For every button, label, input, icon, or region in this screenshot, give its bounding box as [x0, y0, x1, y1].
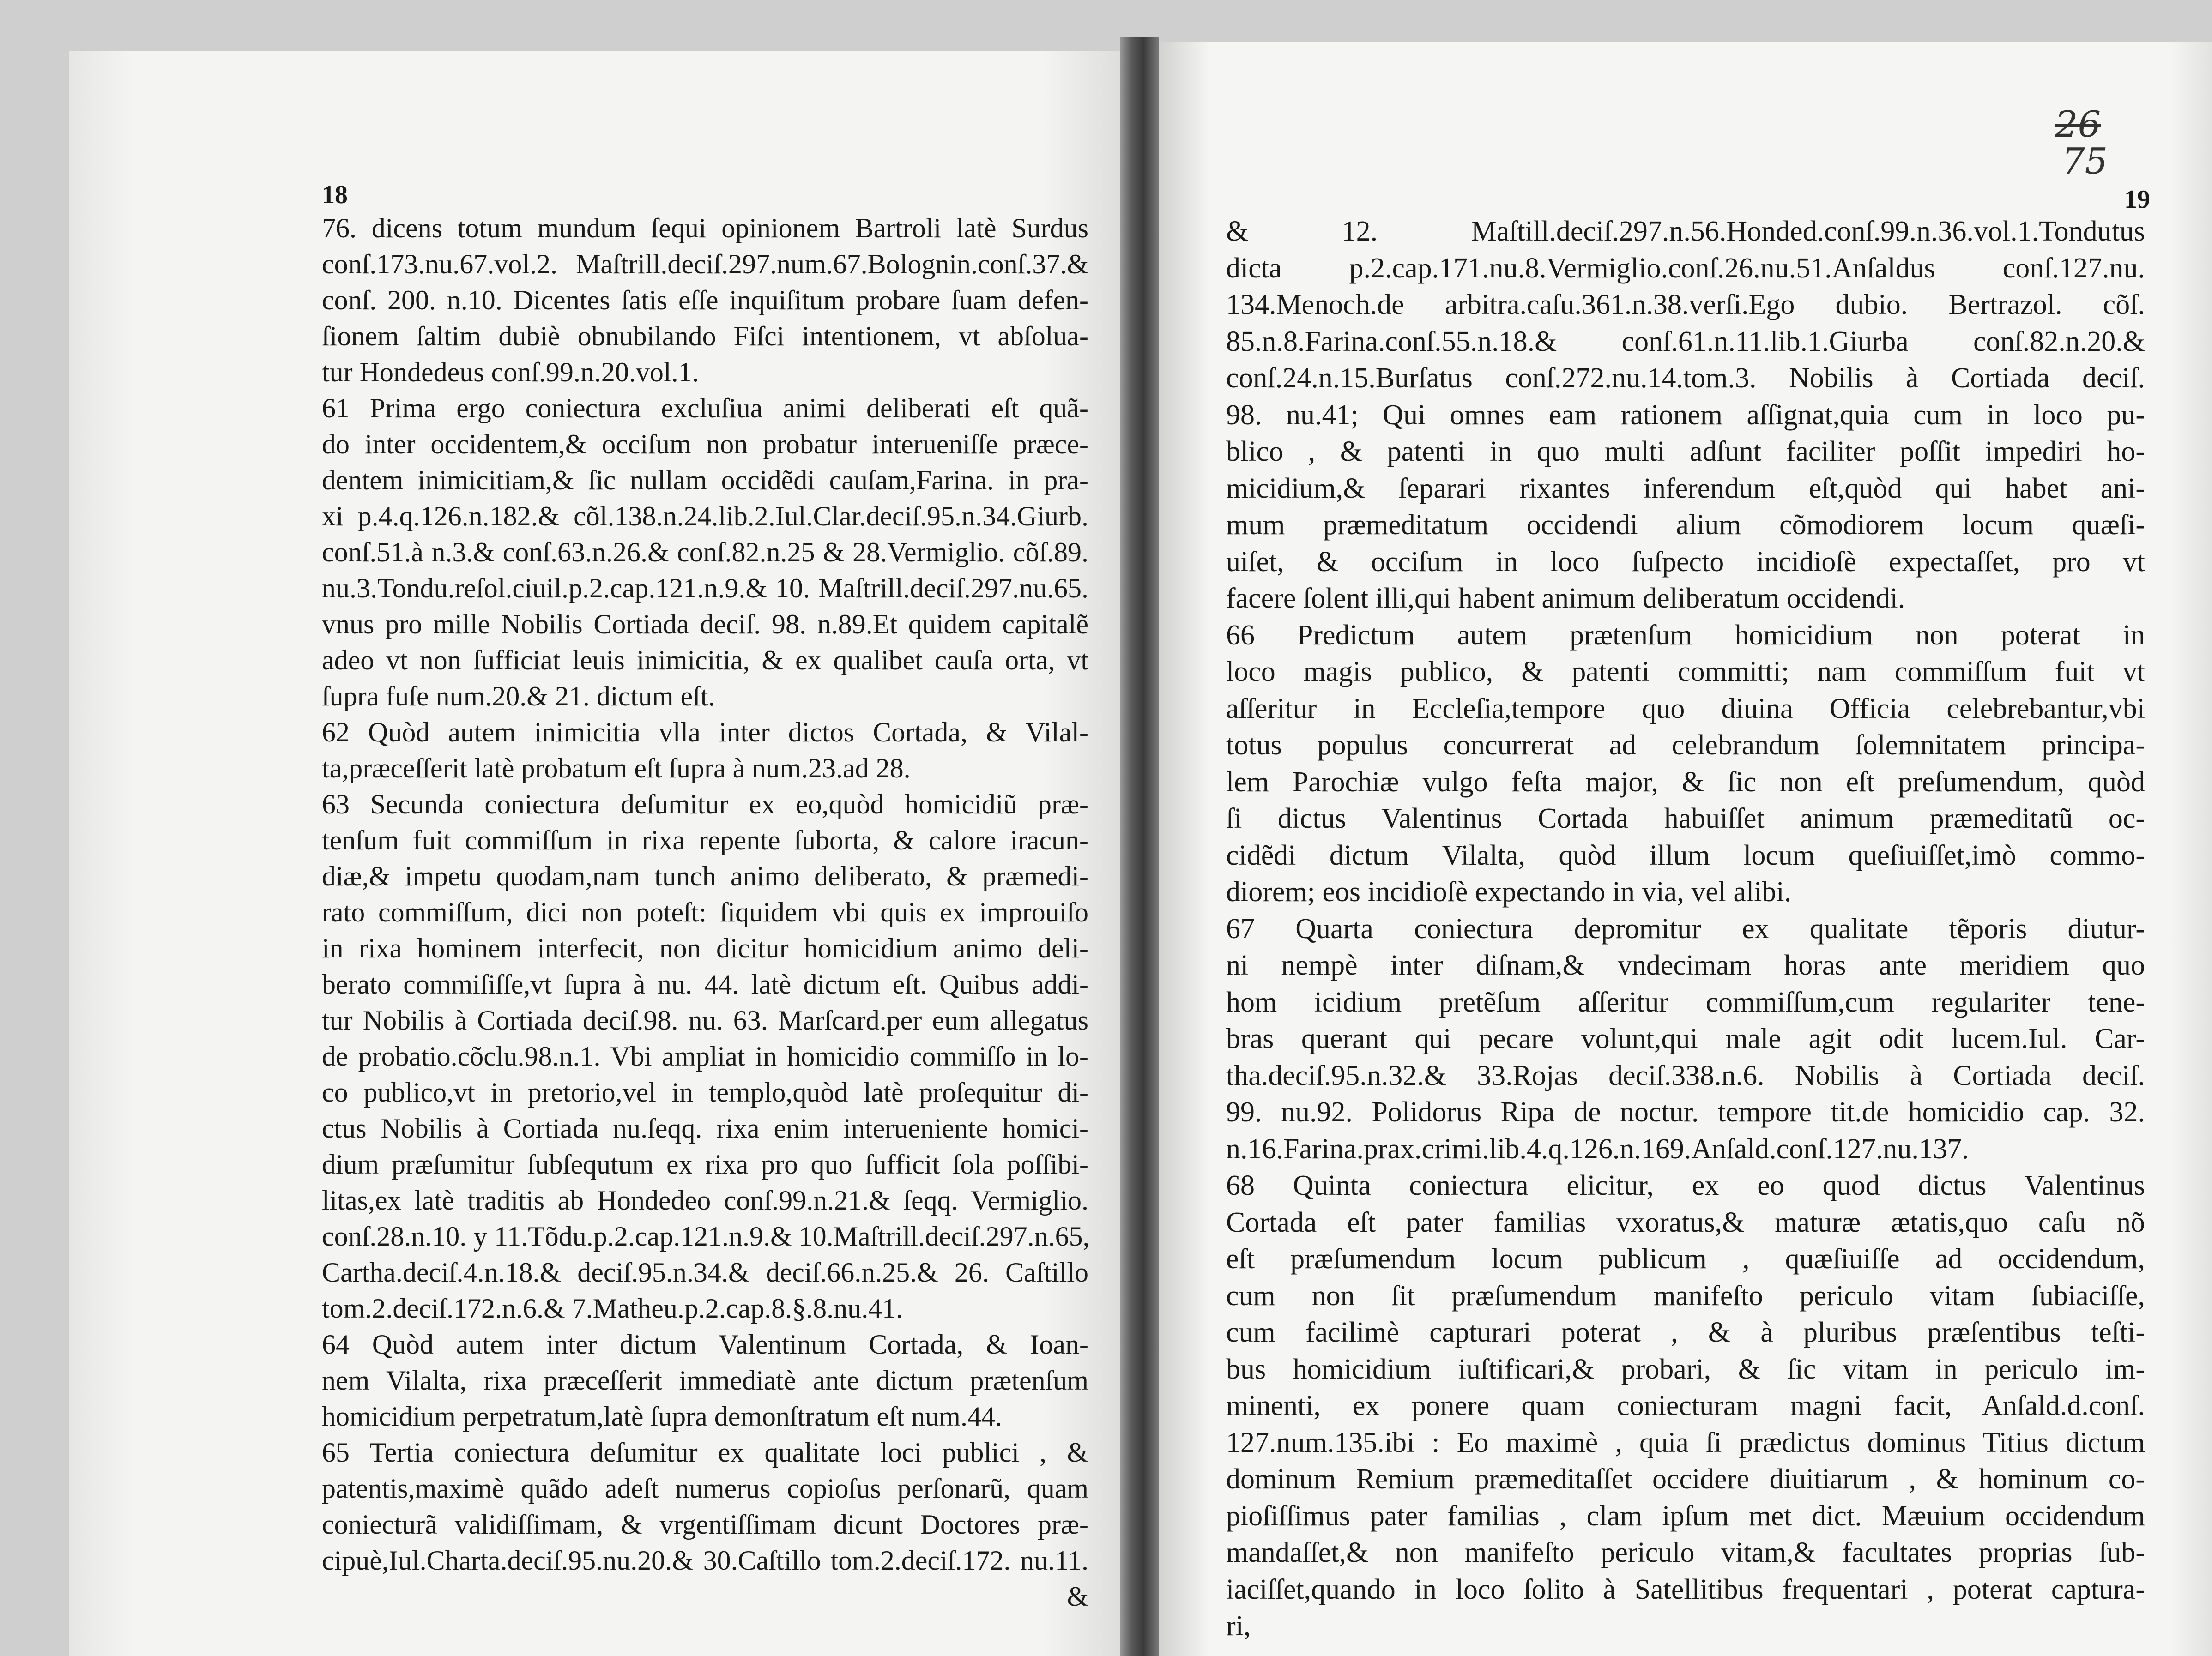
- text-line: mandaſſet,& non manifeſto periculo vitam,& facultates proprias ſub-: [1226, 1537, 2145, 1568]
- handwritten-folio: 75: [2062, 141, 2108, 182]
- text-line: micidium,& ſeparari rixantes inferendum eſt,quòd qui habet ani-: [1226, 472, 2145, 504]
- text-line: 134.Menoch.de arbitra.caſu.361.n.38.verſi.Ego dubio. Bertrazol. cõſ.: [1226, 289, 2145, 320]
- text-line: aſſeritur in Eccleſia,tempore quo diuina Officia celebrebantur,vbi: [1226, 693, 2145, 724]
- text-line: facere ſolent illi,qui habent animum deliberatum occidendi.: [1226, 583, 1905, 614]
- text-line: ſi dictus Valentinus Cortada habuiſſet animum præmeditatũ oc-: [1226, 803, 2145, 834]
- text-line: litas,ex latè traditis ab Hondedeo conſ.99.n.21.& ſeqq. Vermiglio.: [322, 1185, 1088, 1216]
- text-line: in rixa hominem interfecit, non dicitur homicidium animo deli-: [322, 933, 1088, 963]
- text-line: ctus Nobilis à Cortiada nu.ſeqq. rixa enim interueniente homici-: [322, 1113, 1088, 1144]
- text-line: 65 Tertia coniectura deſumitur ex qualitate loci publici , &: [322, 1437, 1088, 1468]
- text-line: Cartha.deciſ.4.n.18.& deciſ.95.n.34.& deciſ.66.n.25.& 26. Caſtillo: [322, 1257, 1088, 1288]
- text-line: hom icidium pretẽſum aſſeritur commiſſum,cum regulariter tene-: [1226, 986, 2145, 1018]
- text-line: &: [1067, 1581, 1088, 1612]
- text-line: berato commiſiſſe,vt ſupra à nu. 44. latè dictum eſt. Quibus addi-: [322, 969, 1088, 1000]
- text-line: cipuè,Iul.Charta.deciſ.95.nu.20.& 30.Caſtillo tom.2.deciſ.172. nu.11.: [322, 1545, 1088, 1576]
- text-line: loco magis publico, & patenti committi; nam commiſſum fuit vt: [1226, 656, 2145, 687]
- text-line: tur Hondedeus conſ.99.n.20.vol.1.: [322, 357, 699, 387]
- text-line: nem Vilalta, rixa præceſſerit immediatè ante dictum prætenſum: [322, 1365, 1088, 1396]
- text-line: n.16.Farina.prax.crimi.lib.4.q.126.n.169.Anſald.conſ.127.nu.137.: [1226, 1133, 1969, 1165]
- text-line: cum non ſit præſumendum manifeſto periculo vitam ſubiaciſſe,: [1226, 1280, 2145, 1312]
- text-line: ſionem ſaltim dubiè obnubilando Fiſci intentionem, vt abſolua-: [322, 321, 1088, 351]
- text-line: bus homicidium iuſtificari,& probari, & ſic vitam in periculo im-: [1226, 1353, 2145, 1385]
- text-line: nu.3.Tondu.reſol.ciuil.p.2.cap.121.n.9.& 10. Maſtrill.deciſ.297.nu.65.: [322, 573, 1088, 603]
- text-line: 62 Quòd autem inimicitia vlla inter dictos Cortada, & Vilal-: [322, 717, 1088, 747]
- text-line: co publico,vt in pretorio,vel in templo,quòd latè proſequitur di-: [322, 1077, 1088, 1108]
- text-line: 68 Quinta coniectura elicitur, ex eo quod dictus Valentinus: [1226, 1170, 2145, 1201]
- text-line: conſ.24.n.15.Burſatus conſ.272.nu.14.tom.3. Nobilis à Cortiada deciſ.: [1226, 362, 2145, 394]
- text-line: 63 Secunda coniectura deſumitur ex eo,quòd homicidiũ præ-: [322, 789, 1088, 819]
- text-line: conſ. 200. n.10. Dicentes ſatis eſſe inquiſitum probare ſuam defen-: [322, 285, 1088, 315]
- text-line: dicta p.2.cap.171.nu.8.Vermiglio.conſ.26.nu.51.Anſaldus conſ.127.nu.: [1226, 252, 2145, 284]
- text-line: 67 Quarta coniectura depromitur ex qualitate tẽporis diutur-: [1226, 913, 2145, 945]
- text-line: mum præmeditatum occidendi alium cõmodiorem locum quæſi-: [1226, 509, 2145, 541]
- text-line: 85.n.8.Farina.conſ.55.n.18.& conſ.61.n.11.lib.1.Giurba conſ.82.n.20.&: [1226, 325, 2145, 357]
- text-line: 61 Prima ergo coniectura excluſiua animi deliberati eſt quã-: [322, 393, 1088, 423]
- text-line: dium præſumitur ſubſequtum ex rixa pro quo ſufficit ſola poſſibi-: [322, 1149, 1088, 1180]
- text-line: eſt præſumendum locum publicum , quæſiuiſſe ad occidendum,: [1226, 1243, 2145, 1275]
- text-line: de probatio.cõclu.98.n.1. Vbi ampliat in homicidio commiſſo in lo-: [322, 1041, 1088, 1072]
- right-page-text: [1226, 213, 2145, 1645]
- text-line: ri,: [1226, 1610, 1251, 1642]
- text-line: patentis,maximè quãdo adeſt numerus copioſus perſonarũ, quam: [322, 1473, 1088, 1504]
- text-line: diorem; eos incidioſè expectando in via, vel alibi.: [1226, 876, 1792, 908]
- text-line: uiſet, & occiſum in loco ſuſpecto incidioſè expectaſſet, pro vt: [1226, 546, 2145, 578]
- text-line: cidẽdi dictum Vilalta, quòd illum locum queſiuiſſet,imò commo-: [1226, 839, 2145, 871]
- text-line: blico , & patenti in quo multi adſunt faciliter poſſit impediri ho-: [1226, 436, 2145, 467]
- text-line: minenti, ex ponere quam coniecturam magni facit, Anſald.d.conſ.: [1226, 1390, 2145, 1421]
- text-line: bras querant qui pecare volunt,qui male agit odit lucem.Iul. Car-: [1226, 1023, 2145, 1054]
- text-line: conſ.51.à n.3.& conſ.63.n.26.& conſ.82.n.25 & 28.Vermiglio. cõſ.89.: [322, 537, 1088, 567]
- text-line: ta,præceſſerit latè probatum eſt ſupra à num.23.ad 28.: [322, 753, 911, 783]
- text-line: homicidium perpetratum,latè ſupra demonſtratum eſt num.44.: [322, 1401, 1002, 1432]
- text-line: rato commiſſum, dici non poteſt: ſiquidem vbi quis ex improuiſo: [322, 897, 1088, 927]
- text-line: 76. dicens totum mundum ſequi opinionem Bartroli latè Surdus: [322, 213, 1088, 243]
- text-line: iaciſſet,quando in loco ſolito à Satellitibus frequentari , poterat captura-: [1226, 1573, 2145, 1605]
- text-line: & 12. Maſtill.deciſ.297.n.56.Honded.conſ.99.n.36.vol.1.Tondutus: [1226, 216, 2145, 247]
- text-line: ni nempè inter diſnam,& vndecimam horas ante meridiem quo: [1226, 950, 2145, 981]
- text-line: lem Parochiæ vulgo feſta major, & ſic non eſt preſumendum, quòd: [1226, 766, 2145, 798]
- text-line: totus populus concurrerat ad celebrandum ſolemnitatem principa-: [1226, 729, 2145, 761]
- text-line: do inter occidentem,& occiſum non probatur interueniſſe præce-: [322, 429, 1088, 459]
- text-line: conſ.28.n.10. y 11.Tõdu.p.2.cap.121.n.9.& 10.Maſtrill.deciſ.297.n.65,: [322, 1221, 1090, 1252]
- text-line: 127.num.135.ibi : Eo maximè , quia ſi prædictus dominus Titius dictum: [1226, 1427, 2145, 1458]
- text-line: xi p.4.q.126.n.182.& cõl.138.n.24.lib.2.Iul.Clar.deciſ.95.n.34.Giurb.: [322, 501, 1088, 531]
- handwritten-folio-crossed: 26: [2055, 104, 2101, 145]
- text-line: pioſiſſimus pater familias , clam ipſum met dict. Mæuium occidendum: [1226, 1500, 2145, 1532]
- page-number-right: 19: [2124, 185, 2150, 214]
- page-number-left: 18: [322, 181, 348, 209]
- text-line: ſupra fuſe num.20.& 21. dictum eſt.: [322, 681, 715, 711]
- text-line: diæ,& impetu quodam,nam tunch animo deliberato, & præmedi-: [322, 861, 1088, 891]
- book-spine: [1120, 37, 1159, 1656]
- text-line: 64 Quòd autem inter dictum Valentinum Cortada, & Ioan-: [322, 1329, 1088, 1360]
- text-line: tom.2.deciſ.172.n.6.& 7.Matheu.p.2.cap.8.§.8.nu.41.: [322, 1293, 903, 1324]
- text-line: vnus pro mille Nobilis Cortiada deciſ. 98. n.89.Et quidem capitalẽ: [322, 609, 1088, 639]
- text-line: conſ.173.nu.67.vol.2. Maſtrill.deciſ.297.num.67.Bolognin.conſ.37.&: [322, 249, 1088, 279]
- text-line: tha.deciſ.95.n.32.& 33.Rojas deciſ.338.n.6. Nobilis à Cortiada deciſ.: [1226, 1060, 2145, 1091]
- text-line: 98. nu.41; Qui omnes eam rationem aſſignat,quia cum in loco pu-: [1226, 399, 2145, 431]
- text-line: cum facilimè capturari poterat , & à pluribus præſentibus teſti-: [1226, 1317, 2145, 1348]
- text-line: Cortada eſt pater familias vxoratus,& maturæ ætatis,quo caſu nõ: [1226, 1206, 2145, 1238]
- text-line: 66 Predictum autem prætenſum homicidium non poterat in: [1226, 619, 2145, 651]
- text-line: tenſum fuit commiſſum in rixa repente ſuborta, & calore iracun-: [322, 825, 1088, 855]
- text-line: coniecturã validiſſimam, & vrgentiſſimam dicunt Doctores præ-: [322, 1509, 1088, 1540]
- left-page-text: [322, 210, 1088, 1614]
- text-line: 99. nu.92. Polidorus Ripa de noctur. tempore tit.de homicidio cap. 32.: [1226, 1096, 2145, 1128]
- text-line: tur Nobilis à Cortiada deciſ.98. nu. 63. Marſcard.per eum allegatus: [322, 1005, 1088, 1036]
- text-line: adeo vt non ſufficiat leuis inimicitia, & ex qualibet cauſa orta, vt: [322, 645, 1088, 675]
- text-line: dominum Remium præmeditaſſet occidere diuitiarum , & hominum co-: [1226, 1463, 2145, 1495]
- text-line: dentem inimicitiam,& ſic nullam occidẽdi cauſam,Farina. in pra-: [322, 465, 1088, 495]
